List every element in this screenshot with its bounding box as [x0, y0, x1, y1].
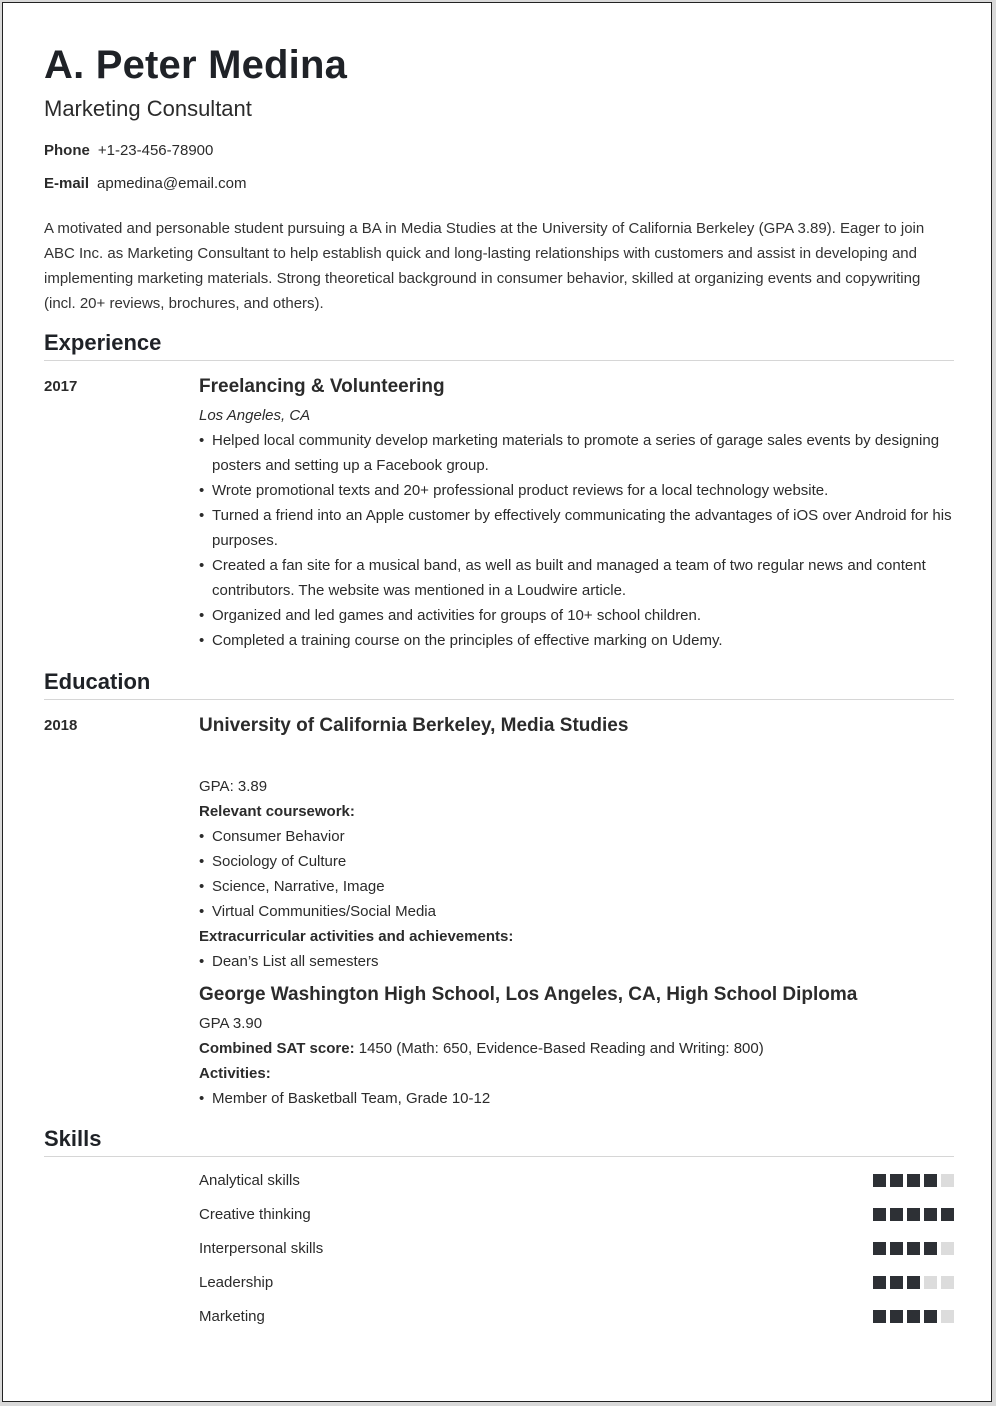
rating-square-filled	[890, 1174, 903, 1187]
skill-name: Analytical skills	[199, 1171, 300, 1189]
experience-bullets	[199, 428, 954, 653]
education-heading: Education	[44, 668, 954, 700]
skill-row	[199, 1299, 954, 1333]
phone-row	[44, 141, 954, 174]
rating-square-filled	[907, 1174, 920, 1187]
list-item: • Helped local community develop marketing materials to promote a series of garage sales events by designing posters and setting up a Facebook group.	[199, 428, 954, 478]
rating-square-filled	[890, 1276, 903, 1289]
rating-square-filled	[890, 1242, 903, 1255]
list-item: • Turned a friend into an Apple customer by effectively communicating the advantages of iOS over Android for his purposes.	[199, 503, 954, 553]
rating-square-filled	[873, 1208, 886, 1221]
gpa-university: GPA: 3.89	[199, 778, 268, 795]
profile-summary: A motivated and personable student pursuing a BA in Media Studies at the University of California Berkeley (GPA 3.89). Eager to join ABC Inc. as Marketing Consultant to help establish quick and long-lasting relationships with customers and assist in developing and implementing marketing materials. Strong theoretical background in consumer behavior, skilled at organizing events and copywriting (incl. 20+ reviews, brochures, and others).	[44, 220, 925, 312]
education-body	[199, 712, 954, 1111]
phone-value: +1-23-456-78900	[97, 142, 214, 159]
list-item: • Consumer Behavior	[199, 824, 954, 849]
school-name-university: University of California Berkeley, Media Studies	[199, 715, 629, 736]
list-item: • Member of Basketball Team, Grade 10-12	[199, 1086, 954, 1111]
gpa-highschool: GPA 3.90	[199, 1015, 263, 1032]
experience-heading: Experience	[44, 329, 954, 361]
activities-label: Activities:	[199, 1065, 271, 1082]
email-row	[44, 174, 954, 207]
experience-location: Los Angeles, CA	[199, 407, 311, 424]
list-item: • Wrote promotional texts and 20+ professional product reviews for a local technology website.	[199, 478, 954, 503]
rating-square-filled	[907, 1242, 920, 1255]
skill-row	[199, 1163, 954, 1197]
skills-heading: Skills	[44, 1125, 954, 1157]
rating-square-filled	[873, 1276, 886, 1289]
list-item: • Sociology of Culture	[199, 849, 954, 874]
rating-square-filled	[907, 1310, 920, 1323]
skill-name: Interpersonal skills	[199, 1239, 324, 1257]
skills-list	[199, 1163, 954, 1333]
rating-square-filled	[873, 1174, 886, 1187]
email-label: E-mail	[44, 175, 90, 192]
sat-label: Combined SAT score:	[199, 1040, 355, 1057]
rating-square-empty	[941, 1310, 954, 1323]
activities-list	[199, 1086, 954, 1111]
candidate-name: A. Peter Medina	[44, 43, 348, 87]
rating-square-filled	[924, 1174, 937, 1187]
sat-score	[199, 1036, 954, 1061]
skill-row	[199, 1231, 954, 1265]
skill-rating	[873, 1208, 954, 1221]
list-item: • Science, Narrative, Image	[199, 874, 954, 899]
rating-square-empty	[924, 1276, 937, 1289]
experience-body	[199, 373, 954, 653]
list-item: • Organized and led games and activities for groups of 10+ school children.	[199, 603, 954, 628]
phone-label: Phone	[44, 142, 90, 159]
experience-year: 2017	[44, 378, 78, 395]
list-item: • Completed a training course on the principles of effective marking on Udemy.	[199, 628, 954, 653]
list-item: • Dean’s List all semesters	[199, 949, 954, 974]
resume-page	[2, 2, 992, 1402]
skill-name: Leadership	[199, 1273, 274, 1291]
coursework-label: Relevant coursework:	[199, 803, 355, 820]
list-item: • Created a fan site for a musical band, as well as built and managed a team of two regular news and content contributors. The website was mentioned in a Loudwire article.	[199, 553, 954, 603]
education-year: 2018	[44, 717, 78, 734]
skill-row	[199, 1197, 954, 1231]
rating-square-empty	[941, 1174, 954, 1187]
experience-role: Freelancing & Volunteering	[199, 376, 445, 397]
rating-square-filled	[907, 1208, 920, 1221]
skill-row	[199, 1265, 954, 1299]
contact-info	[44, 141, 954, 207]
coursework-list	[199, 824, 954, 924]
rating-square-filled	[924, 1242, 937, 1255]
rating-square-empty	[941, 1242, 954, 1255]
skill-rating	[873, 1174, 954, 1187]
rating-square-filled	[924, 1208, 937, 1221]
rating-square-filled	[924, 1310, 937, 1323]
skill-name: Marketing	[199, 1307, 265, 1325]
list-item: • Virtual Communities/Social Media	[199, 899, 954, 924]
email-value[interactable]: apmedina@email.com	[97, 175, 247, 192]
rating-square-filled	[890, 1310, 903, 1323]
rating-square-filled	[873, 1310, 886, 1323]
rating-square-filled	[941, 1208, 954, 1221]
rating-square-empty	[941, 1276, 954, 1289]
education-entry	[44, 712, 954, 1111]
skill-name: Creative thinking	[199, 1205, 311, 1223]
skill-rating	[873, 1276, 954, 1289]
resume-content	[44, 41, 954, 1333]
school-name-highschool: George Washington High School, Los Angeles, CA, High School Diploma	[199, 984, 858, 1005]
sat-value: 1450 (Math: 650, Evidence-Based Reading and Writing: 800)	[354, 1040, 764, 1057]
rating-square-filled	[907, 1276, 920, 1289]
experience-entry	[44, 373, 954, 653]
extracurricular-list	[199, 949, 954, 974]
rating-square-filled	[890, 1208, 903, 1221]
job-title: Marketing Consultant	[44, 96, 252, 121]
extracurricular-label: Extracurricular activities and achievements:	[199, 928, 514, 945]
skill-rating	[873, 1310, 954, 1323]
rating-square-filled	[873, 1242, 886, 1255]
skill-rating	[873, 1242, 954, 1255]
